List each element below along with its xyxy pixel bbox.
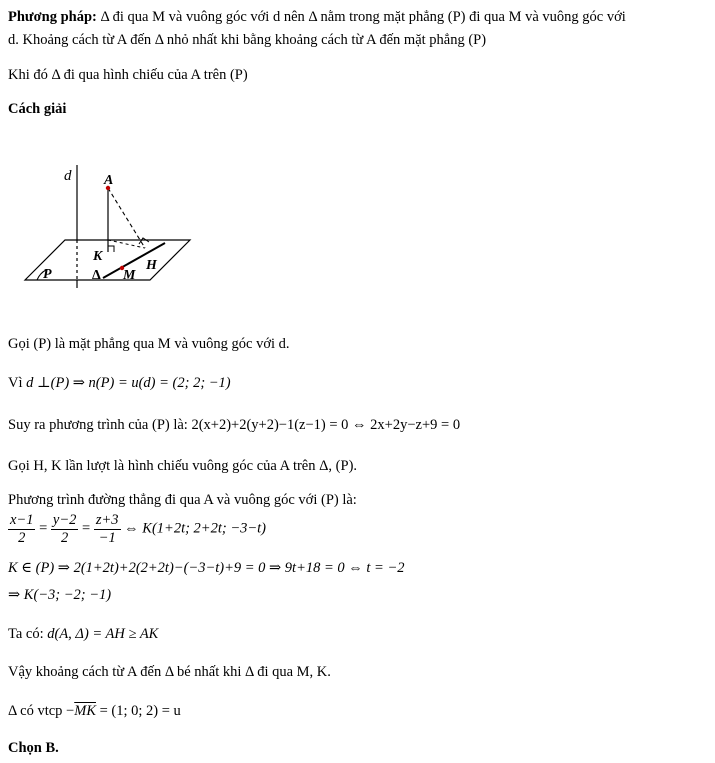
step-9	[8, 627, 158, 642]
step-11	[8, 704, 181, 719]
step-10: Vậy khoảng cách từ A đến Δ bé nhất khi Δ đi qua M, K.	[8, 664, 331, 680]
method-text-1: Δ đi qua M và vuông góc với d nên Δ nằm trong mặt phẳng (P) đi qua M và vuông góc với	[96, 9, 626, 25]
step-4: Gọi H, K lần lượt là hình chiếu vuông góc của A trên Δ, (P).	[8, 458, 358, 474]
step-6: $\frac{x-1}{2}$ = $\frac{y-2}{2}$ = $\frac{z+3}{-1}$ ⇔ K(1+2t; 2+2t; −3−t)	[10, 512, 266, 546]
fraction-y: $\frac{y-2}{2}$	[52, 512, 77, 546]
geometry-figure	[15, 160, 205, 290]
vector-mk: $\overline{MK}$	[74, 703, 96, 719]
label-k: K	[93, 249, 103, 264]
step-6-rest: ⇔ K(1+2t; 2+2t; −3−t)	[124, 520, 266, 537]
label-delta: Δ	[92, 268, 101, 283]
right-angle-h	[139, 238, 149, 244]
solution-heading: Cách giải	[8, 101, 67, 117]
method-label: Phương pháp:	[8, 9, 97, 25]
step-5: Phương trình đường thẳng đi qua A và vuông góc với (P) là:	[8, 492, 357, 508]
label-h: H	[146, 258, 157, 273]
step-8: ⇒ K(−3; −2; −1)	[8, 587, 112, 603]
label-p: P	[43, 267, 52, 282]
step-11-prefix: Δ có vtcp −	[8, 703, 75, 719]
step-2-math: d ⊥(P) ⇒ n(P) = u(d) = (2; 2; −1)	[26, 375, 231, 391]
step-2-prefix: Vì	[8, 375, 27, 391]
label-m: M	[123, 268, 136, 283]
step-1: Gọi (P) là mặt phẳng qua M và vuông góc với d.	[8, 336, 290, 352]
fraction-x: $\frac{x-1}{2}$	[10, 512, 34, 546]
step-11-math: = (1; 0; 2) = u	[95, 703, 181, 719]
step-9-prefix: Ta có:	[8, 626, 48, 642]
answer: Chọn B.	[8, 740, 59, 756]
step-3	[8, 418, 460, 433]
step-2	[8, 376, 231, 391]
method-line-3: Khi đó Δ đi qua hình chiếu của A trên (P)	[8, 67, 248, 83]
fraction-z: $\frac{z+3}{-1}$	[95, 512, 119, 546]
label-a: A	[104, 173, 114, 188]
step-9-math: d(A, Δ) = AH ≥ AK	[47, 626, 159, 642]
segment-ah	[108, 188, 145, 248]
step-7: K ∈ (P) ⇒ 2(1+2t)+2(2+2t)−(−3−t)+9 = 0 ⇒ 9t+18 = 0 ⇔ t = −2	[8, 560, 405, 576]
right-angle-k	[108, 246, 114, 252]
label-d: d	[64, 168, 72, 184]
method-line-1	[8, 10, 626, 25]
method-line-2: d. Khoảng cách từ A đến Δ nhỏ nhất khi bằng khoảng cách từ A đến mặt phẳng (P)	[8, 32, 487, 48]
step-3-prefix: Suy ra phương trình của (P) là:	[8, 417, 192, 433]
step-3-math: 2(x+2)+2(y+2)−1(z−1) = 0 ⇔ 2x+2y−z+9 = 0	[191, 417, 461, 433]
